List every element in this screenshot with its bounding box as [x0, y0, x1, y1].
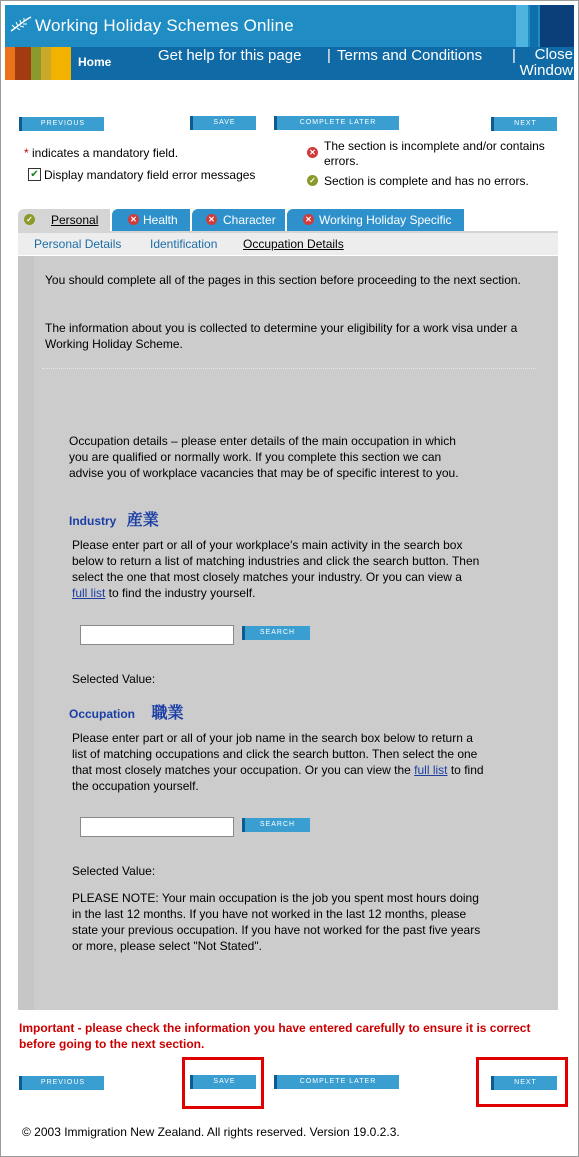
home-link[interactable]: Home — [78, 55, 112, 69]
occupation-title: Occupation — [69, 707, 136, 721]
subnav-personal-details[interactable]: Personal Details — [34, 237, 122, 251]
occupation-intro: Occupation details – please enter details of the main occupation in which you are qualified or normally work. If you complete this section we can advise you of workplace vacancies that may be of specific interest to you. — [69, 434, 459, 480]
complete-later-button-bottom[interactable] — [274, 1075, 399, 1089]
industry-heading — [69, 507, 159, 530]
error-icon: ✕ — [128, 214, 139, 225]
display-errors-checkbox[interactable]: ✔ — [28, 168, 41, 181]
incomplete-legend: The section is incomplete and/or contains errors. — [324, 139, 545, 168]
occupation-note: PLEASE NOTE: Your main occupation is the job you spent most hours doing in the last 12 months. If you have not worked in the last 12 months, please state your previous occupation. If you have not worked for the past five years or more, please select "Not Stated". — [72, 891, 481, 953]
industry-description — [72, 537, 480, 601]
help-link[interactable]: Get help for this page — [158, 47, 302, 64]
terms-link[interactable]: Terms and Conditions — [337, 47, 483, 64]
tab-personal[interactable] — [18, 209, 110, 231]
complete-later-button-top[interactable] — [274, 116, 399, 130]
occupation-description — [72, 730, 484, 794]
tab-health[interactable] — [112, 209, 190, 231]
previous-label: PREVIOUS — [40, 1079, 86, 1086]
next-highlight-box — [476, 1057, 568, 1107]
tab-label: Health — [143, 213, 178, 227]
complete-later-label: COMPLETE LATER — [299, 119, 377, 126]
tab-label: Working Holiday Specific — [319, 213, 452, 227]
industry-desc-text-end: to find the industry yourself. — [105, 586, 256, 600]
site-header — [5, 5, 574, 80]
important-warning: Important - please check the information you have entered carefully to ensure it is correct before going to the next section. — [19, 1021, 531, 1051]
save-highlight-box — [182, 1057, 264, 1109]
tab-working-holiday-specific[interactable] — [287, 209, 464, 231]
complete-status-icon: ✓ — [307, 175, 318, 186]
section-divider — [42, 368, 536, 369]
intro-paragraph-1: You should complete all of the pages in this section before proceeding to the next section. — [45, 273, 521, 287]
subnav-identification[interactable]: Identification — [150, 237, 218, 251]
mandatory-text: indicates a mandatory field. — [32, 146, 179, 160]
copyright-footer: © 2003 Immigration New Zealand. All rights reserved. Version 19.0.2.3. — [22, 1125, 400, 1139]
link-separator: | — [512, 47, 516, 64]
next-button-top[interactable] — [491, 117, 557, 131]
industry-desc-text: Please enter part or all of your workplace's main activity in the search box below to return a list of matching industries and click the search button. Then select the one that most closely matches your industry. Or you can view a — [72, 538, 480, 584]
previous-button-top[interactable] — [19, 117, 104, 131]
subnav-occupation-details[interactable]: Occupation Details — [243, 237, 344, 251]
industry-title: Industry — [69, 514, 117, 528]
industry-selected-value: Selected Value: — [72, 672, 156, 686]
mandatory-legend — [24, 146, 178, 160]
incomplete-status-icon: ✕ — [307, 147, 318, 158]
header-decor-block — [540, 5, 574, 47]
industry-full-list-link[interactable]: full list — [72, 586, 106, 600]
tab-label: Character — [223, 213, 276, 227]
display-errors-label: Display mandatory field error messages — [44, 168, 256, 182]
fern-logo-icon — [9, 15, 33, 33]
previous-label: PREVIOUS — [40, 120, 86, 127]
occupation-search-input[interactable] — [80, 817, 234, 837]
complete-later-label: COMPLETE LATER — [299, 1078, 377, 1085]
industry-cjk: 産業 — [126, 512, 159, 529]
next-label: NEXT — [514, 120, 537, 127]
industry-search-button[interactable] — [242, 626, 310, 640]
occupation-heading — [69, 700, 183, 723]
save-label: SAVE — [213, 1078, 236, 1085]
header-decor-block — [516, 5, 528, 47]
save-button-top[interactable] — [190, 116, 256, 130]
previous-button-bottom[interactable] — [19, 1076, 104, 1090]
occupation-search-button[interactable] — [242, 818, 310, 832]
mandatory-asterisk: * — [24, 146, 29, 160]
tab-label: Personal — [51, 213, 99, 227]
close-window-link[interactable]: Close Window — [519, 46, 573, 79]
save-label: SAVE — [213, 119, 236, 126]
tab-character[interactable] — [192, 209, 285, 231]
occupation-cjk: 職業 — [151, 705, 184, 722]
error-icon: ✕ — [206, 214, 217, 225]
occupation-selected-value: Selected Value: — [72, 864, 156, 878]
occupation-desc-text: Please enter part or all of your job name in the search box below to return a list of matching occupations and click the search button. Then select the one that most closely matches your occupation. Or you can view the — [72, 731, 478, 777]
occupation-full-list-link[interactable]: full list — [414, 763, 448, 777]
search-label: SEARCH — [259, 629, 296, 636]
header-decor-block — [530, 5, 538, 47]
intro-paragraph-2: The information about you is collected to determine your eligibility for a work visa under a Working Holiday Scheme. — [45, 321, 518, 351]
industry-search-input[interactable] — [80, 625, 234, 645]
sub-navigation — [18, 233, 558, 255]
panel-left-bar — [18, 256, 34, 1010]
link-separator: | — [327, 47, 331, 64]
site-title: Working Holiday Schemes Online — [35, 16, 294, 35]
complete-legend: Section is complete and has no errors. — [324, 174, 529, 188]
error-icon: ✕ — [303, 214, 314, 225]
search-label: SEARCH — [259, 821, 296, 828]
occupation-desc-text-end: to find the occupation yourself. — [72, 763, 484, 793]
next-label: NEXT — [514, 1079, 537, 1086]
check-icon: ✓ — [24, 214, 35, 225]
